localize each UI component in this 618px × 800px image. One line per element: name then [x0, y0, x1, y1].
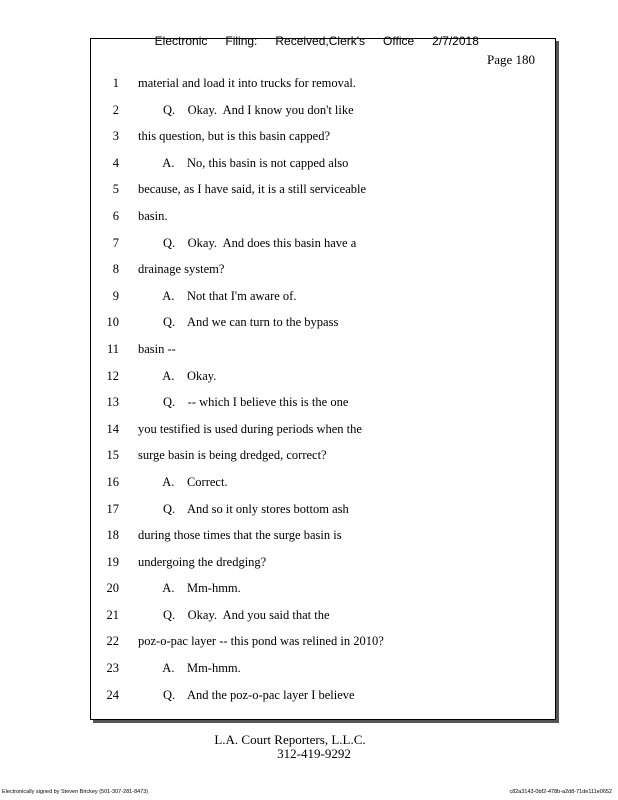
line-text: Q. And the poz-o-pac layer I believe: [138, 687, 355, 702]
transcript-line: [91, 182, 555, 209]
line-number: 9: [112, 288, 119, 303]
line-number: 17: [106, 501, 119, 516]
transcript-line: [91, 475, 555, 502]
header-part: Electronic: [154, 34, 208, 48]
transcript-line: [91, 634, 555, 661]
transcript-line: [91, 688, 555, 715]
document-id: c82a3143-0bf2-478b-a2d8-71de111e0652: [509, 789, 612, 795]
transcript-line: [91, 369, 555, 396]
line-number: 16: [106, 474, 119, 489]
transcript-line: [91, 661, 555, 688]
transcript-line: [91, 581, 555, 608]
line-text: drainage system?: [138, 262, 225, 277]
transcript-line: [91, 289, 555, 316]
transcript-line: [91, 236, 555, 263]
transcript-line: [91, 608, 555, 635]
transcript-line: [91, 422, 555, 449]
line-text: this question, but is this basin capped?: [138, 129, 330, 144]
line-text: basin --: [138, 341, 176, 356]
line-number: 15: [106, 448, 119, 463]
line-number: 14: [106, 421, 119, 436]
line-text: undergoing the dredging?: [138, 554, 267, 569]
line-text: A. Mm-hmm.: [138, 661, 241, 676]
transcript-line: [91, 528, 555, 555]
line-text: Q. -- which I believe this is the one: [138, 395, 349, 410]
line-text: A. Okay.: [138, 368, 217, 383]
transcript-line: [91, 342, 555, 369]
transcript-line: [91, 103, 555, 130]
transcript-line: [91, 448, 555, 475]
line-number: 19: [106, 554, 119, 569]
line-text: basin.: [138, 208, 168, 223]
line-number: 5: [112, 182, 119, 197]
line-number: 8: [112, 262, 119, 277]
line-number: 10: [106, 315, 119, 330]
line-text: Q. Okay. And does this basin have a: [138, 235, 357, 250]
line-number: 24: [106, 687, 119, 702]
line-number: 21: [106, 607, 119, 622]
electronic-signature: Electronically signed by Steven Brickey (501-307-281-8473): [2, 789, 149, 795]
line-number: 2: [112, 102, 119, 117]
line-text: surge basin is being dredged, correct?: [138, 448, 327, 463]
transcript-line: [91, 129, 555, 156]
line-number: 11: [106, 341, 119, 356]
line-number: 20: [106, 581, 119, 596]
line-text: poz-o-pac layer -- this pond was relined in 2010?: [138, 634, 384, 649]
header-part: Filing:: [225, 34, 258, 48]
line-number: 22: [106, 634, 119, 649]
header-part: 2/7/2018: [432, 34, 479, 48]
line-number: 1: [112, 76, 119, 90]
line-text: Q. And so it only stores bottom ash: [138, 501, 349, 516]
line-number: 6: [112, 208, 119, 223]
line-text: Q. Okay. And you said that the: [138, 607, 330, 622]
transcript-line: [91, 502, 555, 529]
transcript-line: [91, 315, 555, 342]
line-number: 7: [112, 235, 119, 250]
header-part: Office: [383, 34, 415, 48]
line-text: material and load it into trucks for removal.: [138, 76, 356, 90]
page-number: Page 180: [486, 52, 535, 67]
line-number: 18: [106, 528, 119, 543]
line-number: 4: [112, 155, 119, 170]
court-reporter-phone: 312-419-9292: [277, 746, 351, 761]
transcript-line: [91, 76, 555, 103]
footer: [0, 733, 580, 761]
transcript-line: [91, 209, 555, 236]
transcript-line: [91, 156, 555, 183]
line-number: 3: [112, 129, 119, 144]
line-text: A. No, this basin is not capped also: [138, 155, 349, 170]
line-text: during those times that the surge basin is: [138, 528, 342, 543]
line-text: because, as I have said, it is a still serviceable: [138, 182, 367, 197]
line-text: Q. Okay. And I know you don't like: [138, 102, 354, 117]
transcript-lines: [91, 76, 555, 714]
line-number: 12: [106, 368, 119, 383]
line-text: A. Mm-hmm.: [138, 581, 241, 596]
transcript-line: [91, 395, 555, 422]
line-text: you testified is used during periods when the: [138, 421, 362, 436]
transcript-line: [91, 262, 555, 289]
court-reporter-name: L.A. Court Reporters, L.L.C.: [214, 732, 366, 747]
line-number: 13: [106, 395, 119, 410]
line-number: 23: [106, 661, 119, 676]
line-text: Q. And we can turn to the bypass: [138, 315, 339, 330]
header-part: Received,Clerk's: [275, 34, 366, 48]
transcript-page: [90, 38, 556, 720]
line-text: A. Correct.: [138, 474, 228, 489]
transcript-line: [91, 555, 555, 582]
line-text: A. Not that I'm aware of.: [138, 288, 297, 303]
